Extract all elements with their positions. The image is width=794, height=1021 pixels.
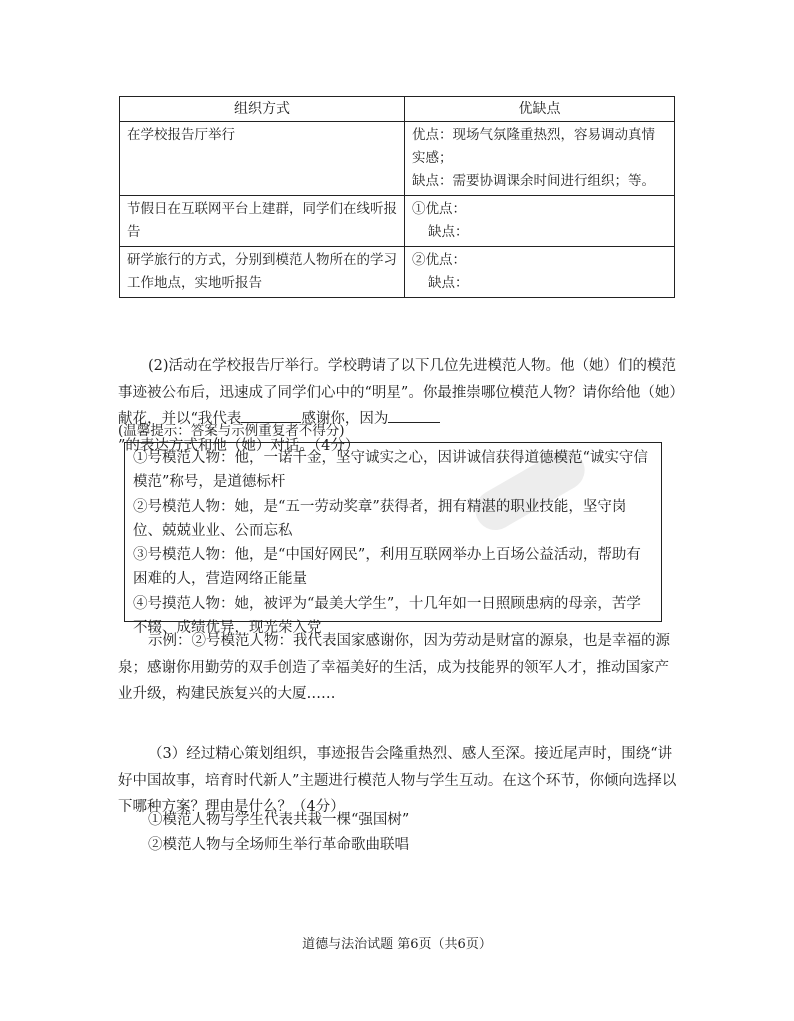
- option-2: ②模范人物与全场师生举行革命歌曲联唱: [148, 837, 409, 853]
- row-pros: 优点：现场气氛隆重热烈，容易调动真情实感；: [412, 127, 655, 166]
- question-2-part2: 感谢你，因为: [301, 411, 389, 427]
- question-2-part1: (2)活动在学校报告厅举行。学校聘请了以下几位先进模范人物。他（她）们的模范事迹被公布后，迅速成了同学们心中的“明星”。你最推崇哪位模范人物？请你给他（她）献花，并以“我代表: [118, 358, 677, 427]
- list-item: ②号模范人物：她，是“五一劳动奖章”获得者，拥有精湛的职业技能，坚守岗位、兢兢业业、公而忘私: [133, 498, 627, 539]
- row-cons: 缺点：需要协调课余时间进行组织；等。: [412, 173, 655, 189]
- row-cons: 缺点：: [428, 224, 469, 240]
- table-row: [120, 247, 675, 298]
- header-method: 组织方式: [120, 97, 405, 122]
- list-item: ③号模范人物：他，是“中国好网民”，利用互联网举办上百场公益活动，帮助有困难的人，营造网络正能量: [133, 547, 641, 588]
- table-row: [120, 196, 675, 247]
- page-footer: 道德与法治试题 第6页（共6页）: [302, 937, 492, 952]
- row-method: 节假日在互联网平台上建群，同学们在线听报告: [120, 196, 405, 247]
- row-pros-cons: [405, 196, 675, 247]
- organization-table: [119, 96, 675, 298]
- answer-blank-2[interactable]: [388, 408, 440, 423]
- hint-text: (温馨提示：答案与示例重复者不得分): [118, 423, 345, 439]
- row-method: 研学旅行的方式，分别到模范人物所在的学习工作地点，实地听报告: [120, 247, 405, 298]
- table-row: [120, 122, 675, 196]
- example-answer: 示例：②号模范人物：我代表国家感谢你，因为劳动是财富的源泉，也是幸福的源泉；感谢你用勤劳的双手创造了幸福美好的生活，成为技能界的领军人才，推动国家产业升级，构建民族复兴的大厦……: [118, 633, 670, 702]
- row-pros-cons: [405, 247, 675, 298]
- question-3: （3）经过精心策划组织，事迹报告会隆重热烈、感人至深。接近尾声时，围绕“讲好中国故事，培育时代新人”主题进行模范人物与学生互动。在这个环节，你倾向选择以下哪种方案？理由是什么？（4分）: [118, 746, 677, 815]
- row-pros-cons: [405, 122, 675, 196]
- option-1: ①模范人物与学生代表共栽一棵“强国树”: [148, 812, 410, 828]
- row-method: 在学校报告厅举行: [120, 122, 405, 196]
- list-item: ①号模范人物：他，一诺千金，坚守诚实之心，因讲诚信获得道德模范“诚实守信模范”称号，是道德标杆: [133, 450, 648, 491]
- question-2-part3: ”的表达方式和他（她）对话。（4分）: [118, 437, 360, 454]
- row-cons: 缺点：: [428, 275, 469, 291]
- list-item: ④号摸范人物：她，被评为“最美大学生”，十几年如一日照顾患病的母亲，苦学不辍、成绩优异，现光荣入党: [133, 595, 641, 637]
- header-pros-cons: 优缺点: [405, 97, 675, 122]
- row-pros: ①优点：: [412, 201, 466, 217]
- row-pros: ②优点：: [412, 252, 466, 268]
- table-header-row: [120, 97, 675, 122]
